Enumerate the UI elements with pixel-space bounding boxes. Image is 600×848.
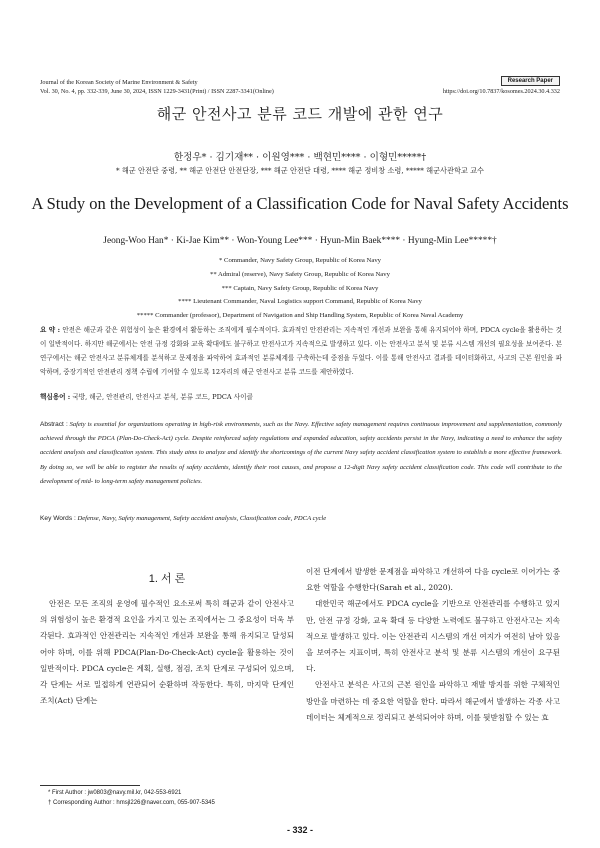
journal-name: Journal of the Korean Society of Marine Environment & Safety: [40, 79, 198, 86]
korean-keywords: [40, 391, 253, 401]
affiliation-line: **** Lieutenant Commander, Naval Logistics support Command, Republic of Korea Navy: [178, 298, 422, 306]
affiliation-line: ** Admiral (reserve), Navy Safety Group, Republic of Korea Navy: [210, 270, 390, 278]
english-affiliations: [0, 254, 600, 323]
article-type-badge: Research Paper: [501, 76, 560, 86]
english-abstract-label: Abstract :: [40, 421, 68, 428]
english-abstract: [40, 418, 562, 489]
english-keywords-label: Key Words :: [40, 515, 76, 522]
english-keywords-text: Defense, Navy, Safety management, Safety accident analysis, Classification code, PDCA cycle: [77, 515, 327, 522]
body-column-left: [40, 596, 294, 709]
section-title: 1. 서 론: [148, 573, 186, 585]
affiliation-line: ***** Commander (professor), Department of Navigation and Ship Handling System, Republic of Korea Naval Academy: [136, 312, 464, 320]
korean-title: 해군 안전사고 분류 코드 개발에 관한 연구: [156, 105, 444, 123]
first-author-footnote: * First Author : jw0803@navy.mil.kr, 042-553-6921: [48, 790, 182, 796]
page-number: - 332 -: [286, 825, 313, 835]
korean-abstract-text: 안전은 해군과 같은 위험성이 높은 환경에서 활동하는 조직에게 필수적이다. 효과적인 안전관리는 지속적인 개선과 보완을 통해 유지되어야 하며, PDCA cycle을 활용하는 것이 일반적이다. 하지만 해군에서는 안전 규정 강화와 교육 확대에도 불구하고 안전사고가 지속적으로 발생하고 있다. 이는 안전사고 분석 및 분류 시스템 개선의 필요성을 보여준다. 본 연구에서는 해군 안전사고 분류체계를 분석하고 문제점을 파악하여 효과적인 분류체계를 구축하는데 중점을 두었다. 이를 통해 안전사고 결과를 데이터화하고, 사고의 근본 원인을 파악하며, 중장기적인 안전관리 정책 수립에 기여할 수 있도록 12자리의 해군 안전사고 분류 코드를 제안하였다.: [40, 326, 562, 377]
english-authors: Jeong-Woo Han* · Ki-Jae Kim** · Won-Young Lee*** · Hyun-Min Baek**** · Hyung-Min Lee*****†: [103, 236, 497, 246]
paragraph: 안전사고 분석은 사고의 근본 원인을 파악하고 재발 방지를 위한 구체적인 방안을 마련하는 데 중요한 역할을 한다. 따라서 해군에서 발생하는 각종 사고 데이터는 체계적으로 정리되고 분석되어야 하며, 이를 뒷받침할 수 있는 효: [306, 680, 560, 722]
korean-abstract: [40, 323, 562, 379]
doi-link[interactable]: https://doi.org/10.7837/kosomes.2024.30.4.332: [442, 88, 560, 95]
korean-authors: 한정우* · 김기재** · 이원영*** · 백현민**** · 이형민*****†: [173, 152, 427, 163]
affiliation-line: *** Captain, Navy Safety Group, Republic of Korea Navy: [221, 284, 379, 292]
body-column-right: [306, 564, 560, 726]
journal-header: [40, 78, 274, 96]
footnotes: [48, 788, 215, 808]
affiliation-line: * Commander, Navy Safety Group, Republic of Korea Navy: [218, 257, 382, 264]
paragraph: 이전 단계에서 발생한 문제점을 파악하고 개선하여 다음 cycle로 이어가는 중요한 역할을 수행한다(Sarah et al., 2020).: [306, 567, 560, 593]
english-abstract-text: Safety is essential for organizations operating in high-risk environments, such as the Navy. Effective safety management requires continuous improvement and supplementation, commonly achieved through the PDCA (Plan-Do-Check-Act) cycle. Despite reinforced safety regulations and expanded education, safety accidents persist in the Navy, indicating a need to enhance the safety accident analysis and classification system. This study aims to analyze and identify the shortcomings of the current Navy safety accident classification system to establish a more effective framework. By doing so, we will be able to register the results of safety accidents, identify their root causes, and propose a 12-digit Navy safety accident classification code. This code will contribute to the development of mid- to long-term safety management policies.: [40, 421, 562, 485]
journal-volume: Vol. 30, No. 4, pp. 332-339, June 30, 2024, ISSN 1229-3431(Print) / ISSN 2287-3341(Online): [40, 88, 274, 95]
english-title: A Study on the Development of a Classification Code for Naval Safety Accidents: [31, 194, 569, 213]
paragraph: 대한민국 해군에서도 PDCA cycle을 기반으로 안전관리를 수행하고 있지만, 안전 규정 강화, 교육 확대 등 다양한 노력에도 불구하고 안전사고는 지속적으로 발생하고 있다. 이는 안전관리 시스템의 개선 여지가 여전히 남아 있음을 보여주는 지표이며, 특히 안전사고 분석 및 분류 시스템의 개선이 요구된다.: [306, 599, 560, 674]
korean-keywords-label: 핵심용어 :: [40, 393, 71, 401]
korean-affiliations: * 해군 안전단 중령, ** 해군 안전단 안전단장, *** 해군 안전단 대령, **** 해군 정비창 소령, ***** 해군사관학교 교수: [115, 166, 484, 175]
korean-keywords-text: 국방, 해군, 안전관리, 안전사고 분석, 분류 코드, PDCA 사이클: [72, 393, 253, 401]
english-keywords: [40, 515, 326, 522]
korean-abstract-label: 요 약 :: [40, 326, 61, 334]
paragraph: 안전은 모든 조직의 운영에 필수적인 요소로써 특히 해군과 같이 안전사고의 위험성이 높은 환경적 요인을 가지고 있는 조직에서는 그 중요성이 더욱 부각된다. 효과적인 안전관리는 지속적인 개선과 보완을 통해 유지되고 달성되어야 하며, 이를 위해 PDCA(Plan-Do-Check-Act) cycle을 활용하는 것이 일반적이다. PDCA cycle은 계획, 실행, 점검, 조치 단계로 구성되어 있으며, 각 단계는 서로 밀접하게 연관되어 순환하며 작동한다. 특히, 마지막 단계인 조치(Act) 단계는: [40, 599, 294, 706]
corresponding-author-footnote: † Corresponding Author : hmsjl226@naver.com, 055-907-5345: [48, 800, 215, 806]
footnote-divider: [40, 785, 140, 786]
